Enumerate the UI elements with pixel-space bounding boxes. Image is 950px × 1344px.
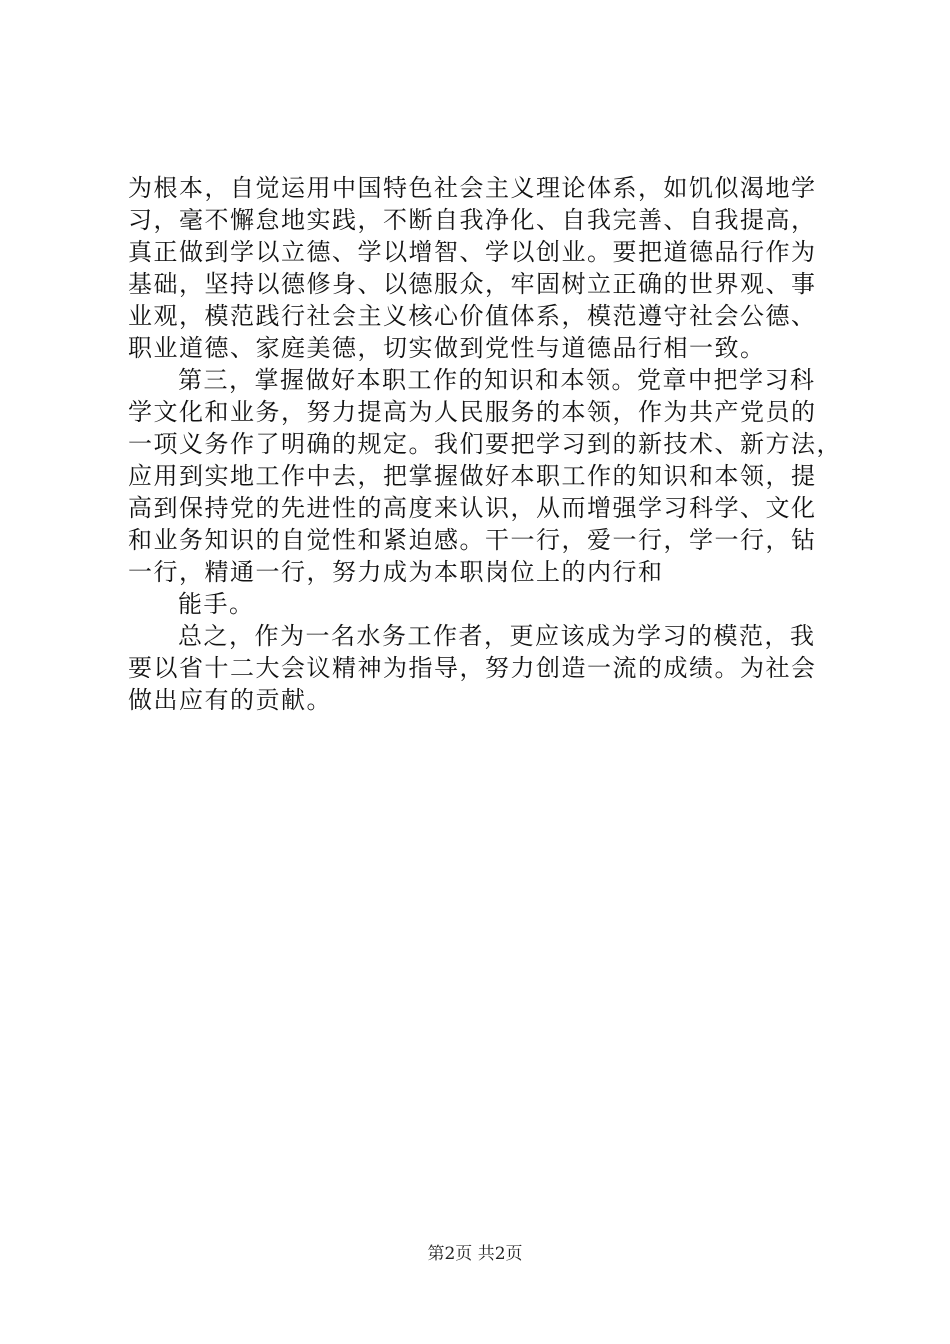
- text-line: 和业务知识的自觉性和紧迫感。干一行，爱一行，学一行，钻: [128, 526, 817, 554]
- text-line: 学文化和业务，努力提高为人民服务的本领，作为共产党员的: [128, 398, 817, 426]
- text-line: 应用到实地工作中去，把掌握做好本职工作的知识和本领，提: [128, 462, 817, 490]
- text-line: 真正做到学以立德、学以增智、学以创业。要把道德品行作为: [128, 238, 817, 266]
- text-line: 一项义务作了明确的规定。我们要把学习到的新技术、新方法，: [128, 430, 842, 458]
- page-footer: 第2页 共2页: [427, 1244, 523, 1264]
- text-line: 要以省十二大会议精神为指导，努力创造一流的成绩。为社会: [128, 654, 817, 682]
- text-line: 习，毫不懈怠地实践，不断自我净化、自我完善、自我提高，: [128, 206, 817, 234]
- text-line: 职业道德、家庭美德，切实做到党性与道德品行相一致。: [128, 334, 766, 362]
- paragraph-start-line: 第三，掌握做好本职工作的知识和本领。党章中把学习科: [178, 366, 816, 394]
- text-line: 高到保持党的先进性的高度来认识，从而增强学习科学、文化: [128, 494, 817, 522]
- text-line: 做出应有的贡献。: [128, 686, 332, 714]
- text-line: 能手。: [178, 590, 255, 618]
- text-line: 为根本，自觉运用中国特色社会主义理论体系，如饥似渴地学: [128, 174, 817, 202]
- text-line: 业观，模范践行社会主义核心价值体系，模范遵守社会公德、: [128, 302, 817, 330]
- text-line: 一行，精通一行，努力成为本职岗位上的内行和: [128, 558, 664, 586]
- document-body: [128, 172, 842, 716]
- paragraph-start-line: 总之，作为一名水务工作者，更应该成为学习的模范，我: [178, 622, 816, 650]
- text-line: 基础，坚持以德修身、以德服众，牢固树立正确的世界观、事: [128, 270, 817, 298]
